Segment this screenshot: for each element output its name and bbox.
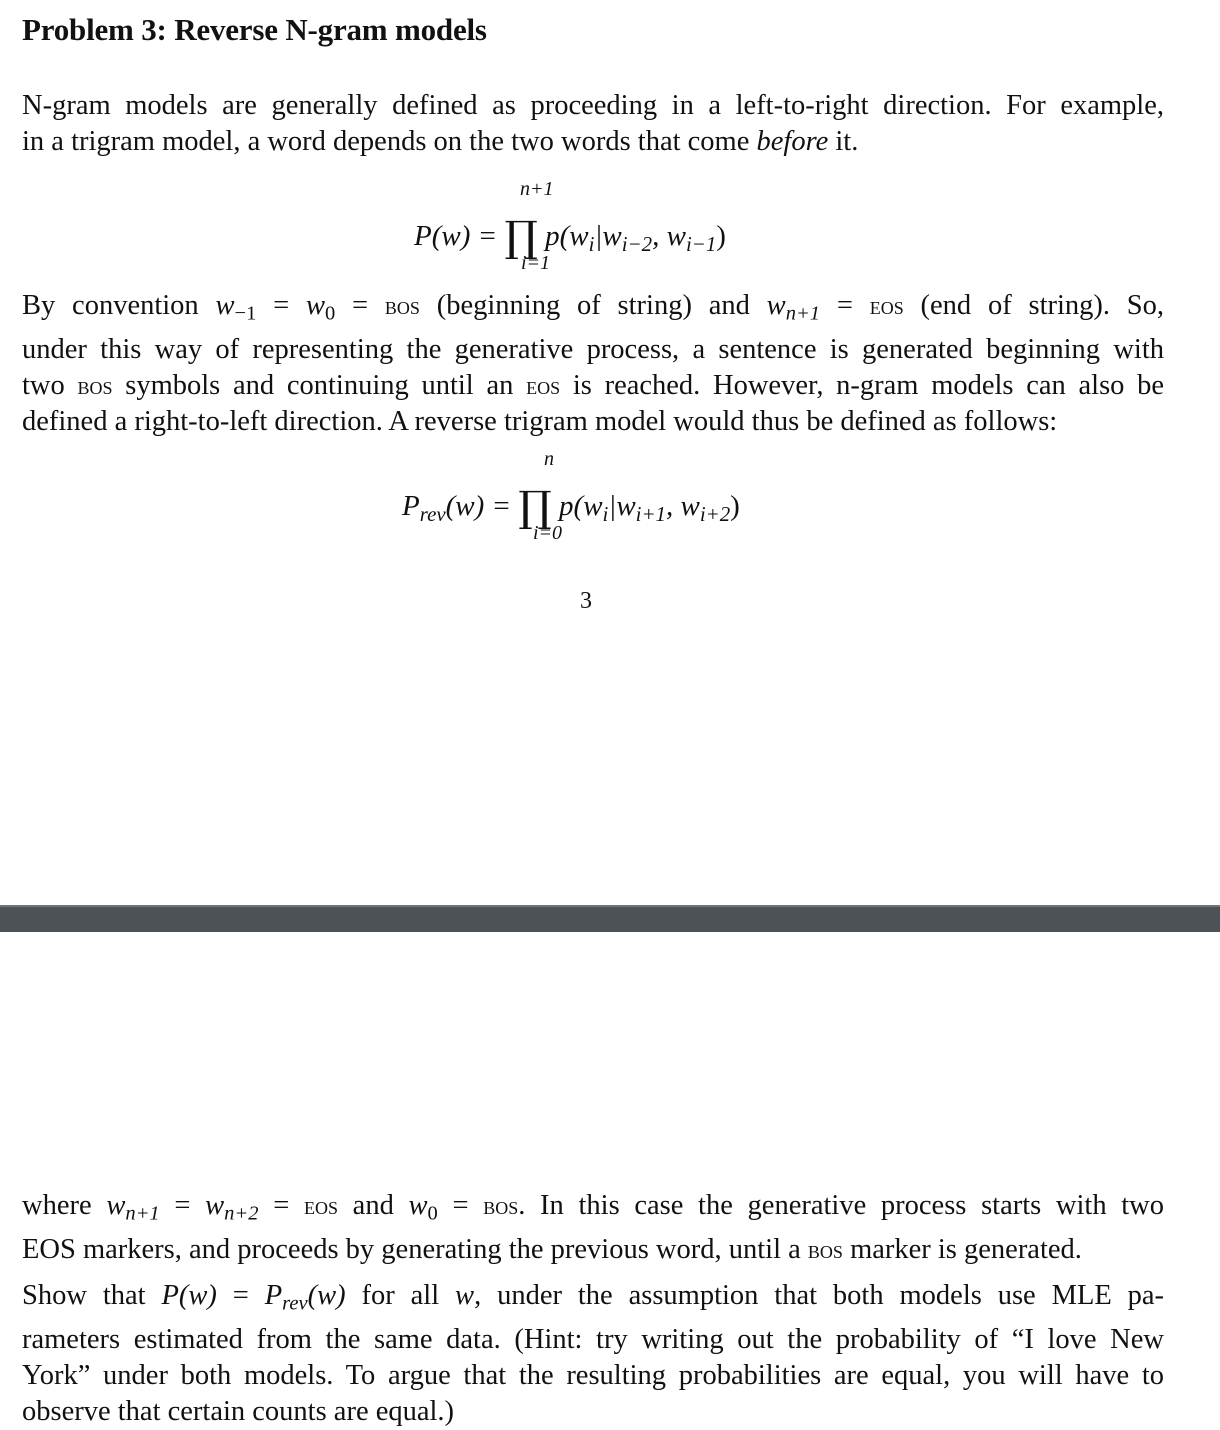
where-line-2: EOS markers, and proceeds by generating the previous word, until a bos marker is generated. xyxy=(22,1233,1082,1265)
question-line-4: observe that certain counts are equal.) xyxy=(22,1395,455,1427)
page-separator xyxy=(0,905,1220,932)
paragraph-question xyxy=(22,1278,1164,1430)
paragraph-convention xyxy=(22,288,1164,440)
convention-line-3: two bos symbols and continuing until an eos is reached. However, n-gram models can also be xyxy=(22,369,1165,401)
paragraph-intro xyxy=(22,88,1164,160)
equation-reverse-trigram: n $P_{rev}(w)$ = ∏ $p(w_i|w_{i+1}$, $w_{i+2}$) i=0 xyxy=(402,448,740,544)
page-lower xyxy=(0,932,1220,1428)
intro-line-1: N-gram models are generally defined as proceeding in a left-to-right direction. For example, xyxy=(22,90,1164,121)
question-line-2: rameters estimated from the same data. (Hint: try writing out the probability of “I love New xyxy=(22,1323,1164,1355)
emphasis-before: before xyxy=(756,126,829,157)
convention-line-2: under this way of representing the generative process, a sentence is generated beginning with xyxy=(22,333,1164,365)
equation-forward-trigram: n+1 P(w) = ∏ $p(w_i|w_{i-2}$, $w_{i-1}$) i=1 xyxy=(414,178,726,274)
eq2-lower-limit: i=0 xyxy=(533,522,563,544)
page-number: 3 xyxy=(580,588,592,614)
problem-title: Problem 3: Reverse N-gram models xyxy=(22,12,487,47)
convention-line-4: defined a right-to-left direction. A reverse trigram model would thus be defined as follows: xyxy=(22,405,1058,437)
product-symbol-rev: ∏ xyxy=(518,482,552,531)
intro-line-2: in a trigram model, a word depends on the two words that come before it. xyxy=(22,126,859,157)
question-line-1: Show that $P(w) = P_{rev}(w)$ for all w, under the assumption that both models use MLE pa- xyxy=(22,1280,1165,1315)
paragraph-where xyxy=(22,1188,1164,1268)
eq2-upper-limit: n xyxy=(544,448,554,470)
convention-line-1: By convention $w_{-1} = w_0$ = bos (beginning of string) and $w_{n+1}$ = eos (end of string). So, xyxy=(22,290,1165,325)
where-line-1: where $w_{n+1} = w_{n+2}$ = eos and $w_0$ = bos. In this case the generative process starts with two xyxy=(22,1190,1165,1225)
eq1-upper-limit: n+1 xyxy=(520,178,554,200)
eq1-lower-limit: i=1 xyxy=(521,252,551,274)
product-symbol: ∏ xyxy=(504,212,538,261)
question-line-3: York” under both models. To argue that the resulting probabilities are equal, you will have to xyxy=(22,1359,1164,1391)
eq1-lhs: P(w) = xyxy=(414,220,498,252)
